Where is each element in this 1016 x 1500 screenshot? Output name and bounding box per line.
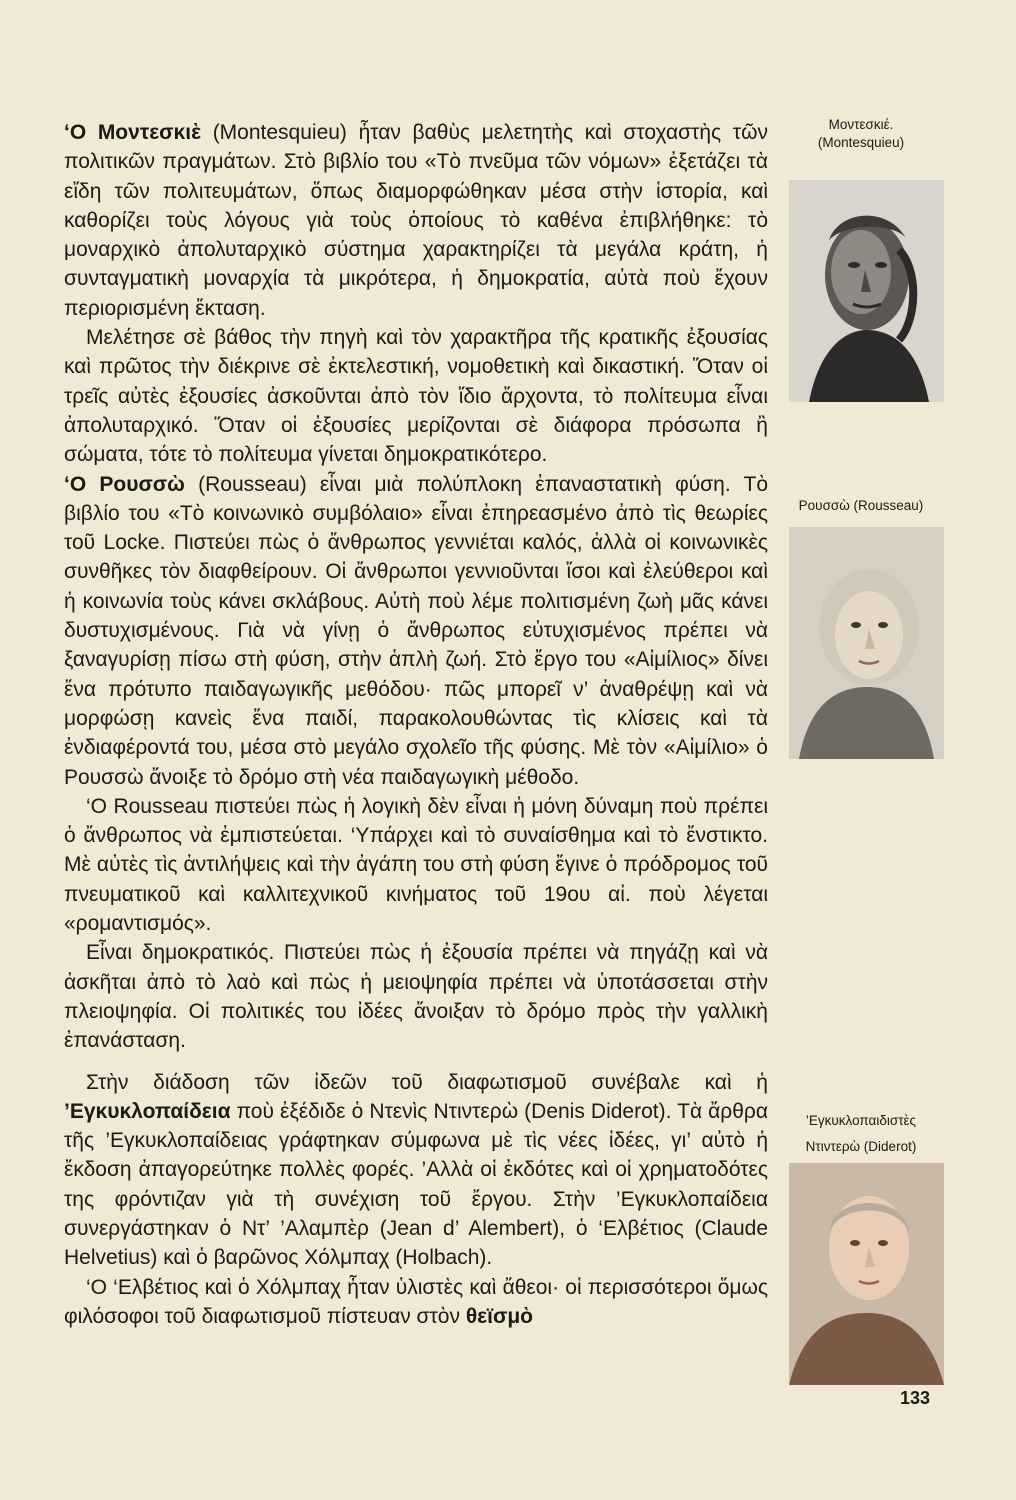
portrait-montesquieu xyxy=(789,180,944,402)
portrait-rousseau xyxy=(789,527,944,759)
paragraph-rousseau-democracy: Εἶναι δημοκρατικός. Πιστεύει πὼς ἡ ἐξουσία πρέπει νὰ πηγάζῃ καὶ νὰ ἀσκῆται ἀπὸ τὸ λαὸ καὶ πὼς ἡ μειοψηφία πρέπει νὰ ὑποτάσσεται στὴν πλειοψηφία. Οἱ πολιτικές του ἰδέες ἄνοιξαν τὸ δρόμο πρὸς τὴν γαλλικὴ ἐπανάσταση. xyxy=(64,941,768,1053)
rousseau-name: ‘Ο Ρουσσὼ xyxy=(64,472,185,496)
paragraph-text: (Rousseau) εἶναι μιὰ πολύπλοκη ἐπαναστατικὴ φύση. Τὸ βιβλίο του «Τὸ κοινωνικὸ συμβόλαιο» εἶναι ἐπηρεασμένο ἀπὸ τὶς θεωρίες τοῦ Locke. Πιστεύει πὼς ὁ ἄνθρωπος γεννιέται καλός, ἀλλὰ οἱ κοινωνικὲς συνθῆκες τὸν διαφθείρουν. Οἱ ἄνθρωποι γεννιοῦνται ἴσοι καὶ ἐλεύθεροι καὶ ἡ κοινωνία τοὺς κάνει σκλάβους. Αὐτὴ ποὺ λέμε πολιτισμένη ζωὴ μᾶς κάνει δυστυχισμένους. Γιὰ νὰ γίνῃ ὁ ἄνθρωπος εὐτυχισμένος πρέπει νὰ ξαναγυρίσῃ πίσω στὴ φύση, στὴν ἁπλὴ ζωή. Στὸ ἔργο του «Αἰμίλιος» δίνει ἕνα πρότυπο παιδαγωγικῆς μεθόδου· πῶς μπορεῖ ν’ ἀναθρέψῃ καὶ νὰ μορφώσῃ κανεὶς ἕνα παιδί, παρακολουθώντας τὶς κλίσεις καὶ τὰ ἐνδιαφέροντά του, μέσα στὸ μεγάλο σχολεῖο τῆς φύσης. Μὲ τὸν «Αἰμίλιο» ὁ Ρουσσὼ ἄνοιξε τὸ δρόμο στὴ νέα παιδαγωγικὴ μέθοδο. xyxy=(64,472,769,789)
page-number: 133 xyxy=(900,1388,931,1408)
paragraph-text: ‘Ο ‘Ελβέτιος καὶ ὁ Χόλμπαχ ἦταν ὑλιστὲς καὶ ἄθεοι· οἱ περισσότεροι ὅμως φιλόσοφοι τοῦ διαφωτισμοῦ πίστευαν στὸν xyxy=(64,1275,768,1328)
encyclopedia-term: ’Εγκυκλοπαίδεια xyxy=(64,1099,231,1123)
montesquieu-bust-image xyxy=(789,180,944,402)
caption-rousseau: Ρουσσὼ (Rousseau) xyxy=(798,498,924,513)
caption-line: Ντιντερὼ (Diderot) xyxy=(805,1139,917,1154)
paragraph-text: (Montesquieu) ἦταν βαθὺς μελετητὴς καὶ στοχαστὴς τῶν πολιτικῶν πραγμάτων. Στὸ βιβλίο του «Τὸ πνεῦμα τῶν νόμων» ἐξετάζει τὰ εἴδη τῶν πολιτευμάτων, ὅπως διαμορφώθηκαν μέσα στὴν ἱστορία, καὶ καθορίζει τοὺς λόγους γιὰ τοὺς ὁποίους τὸ καθένα ἐπιβλήθηκε: τὸ μοναρχικὸ ἀπολυταρχικὸ σύστημα χαρακτηρίζει τὰ μεγάλα κράτη, ἡ συνταγματικὴ μοναρχία τὰ μικρότερα, ἡ δημοκρατία, αὐτὰ ποὺ ἔχουν περιορισμένη ἔκταση. xyxy=(64,121,768,320)
paragraph-rousseau-reason: ‘Ο Rousseau πιστεύει πὼς ἡ λογικὴ δὲν εἶναι ἡ μόνη δύναμη ποὺ πρέπει ὁ ἄνθρωπος νὰ ἐμπιστεύεται. ‘Υπάρχει καὶ τὸ συναίσθημα καὶ τὸ ἔνστικτο. Μὲ αὐτὲς τὶς ἀντιλήψεις καὶ τὴν ἀγάπη του στὴ φύση ἔγινε ὁ πρόδρομος τοῦ πνευματικοῦ καὶ καλλιτεχνικοῦ κινήματος τοῦ 19ου αἰ. ποὺ λέγεται «ρομαντισμός». xyxy=(64,794,768,936)
paragraph-rousseau xyxy=(64,470,768,792)
paragraph-montesquieu xyxy=(64,118,768,323)
caption-line: ’Εγκυκλοπαιδιστὲς xyxy=(805,1113,917,1128)
caption-line: Μοντεσκιέ. xyxy=(828,117,894,132)
paragraph-powers: Μελέτησε σὲ βάθος τὴν πηγὴ καὶ τὸν χαρακτῆρα τῆς κρατικῆς ἐξουσίας καὶ πρῶτος τὴν διέκρινε σὲ ἐκτελεστική, νομοθετικὴ καὶ δικαστική. Ὅταν οἱ τρεῖς αὐτὲς ἐξουσίες ἀσκοῦνται ἀπὸ τὸν ἴδιο ἄρχοντα, τὸ πολίτευμα εἶναι ἀπολυταρχικό. Ὅταν οἱ ἐξουσίες μερίζονται σὲ διάφορα πρόσωπα ἢ σώματα, τότε τὸ πολίτευμα γίνεται δημοκρατικότερο. xyxy=(64,326,768,467)
main-text xyxy=(64,118,768,1331)
diderot-portrait-image xyxy=(789,1163,944,1385)
rousseau-portrait-image xyxy=(789,527,944,759)
portrait-diderot xyxy=(789,1163,944,1385)
deism-term: θεϊσμὸ xyxy=(465,1304,534,1328)
paragraph-encyclopedia xyxy=(64,1068,768,1273)
paragraph-materialists xyxy=(64,1273,768,1332)
paragraph-text: Στὴν διάδοση τῶν ἰδεῶν τοῦ διαφωτισμοῦ συνέβαλε καὶ ἡ xyxy=(86,1070,768,1094)
caption-montesquieu xyxy=(776,116,946,152)
caption-line: (Montesquieu) xyxy=(817,135,905,150)
paragraph-text: ποὺ ἐξέδιδε ὁ Ντενὶς Ντιντερὼ (Denis Diderot). Τὰ ἄρθρα τῆς ’Εγκυκλοπαίδειας γράφτηκαν σύμφωνα μὲ τὶς νέες ἰδέες, γι’ αὐτὸ ἡ ἔκδοση ἀπαγορεύτηκε πολλὲς φορές. ’Αλλὰ οἱ ἐκδότες καὶ οἱ χρηματοδότες της φρόντιζαν γιὰ τὴ συνέχιση τοῦ ἔργου. Στὴν ’Εγκυκλοπαίδεια συνεργάστηκαν ὁ Ντ’ ’Αλαμπὲρ (Jean d’ Alembert), ὁ ‘Ελβέτιος (Claude Helvetius) καὶ ὁ βαρῶνος Χόλμπαχ (Holbach). xyxy=(64,1099,768,1270)
montesquieu-name: ‘Ο Μοντεσκιὲ xyxy=(64,121,202,144)
caption-diderot xyxy=(776,1112,946,1156)
